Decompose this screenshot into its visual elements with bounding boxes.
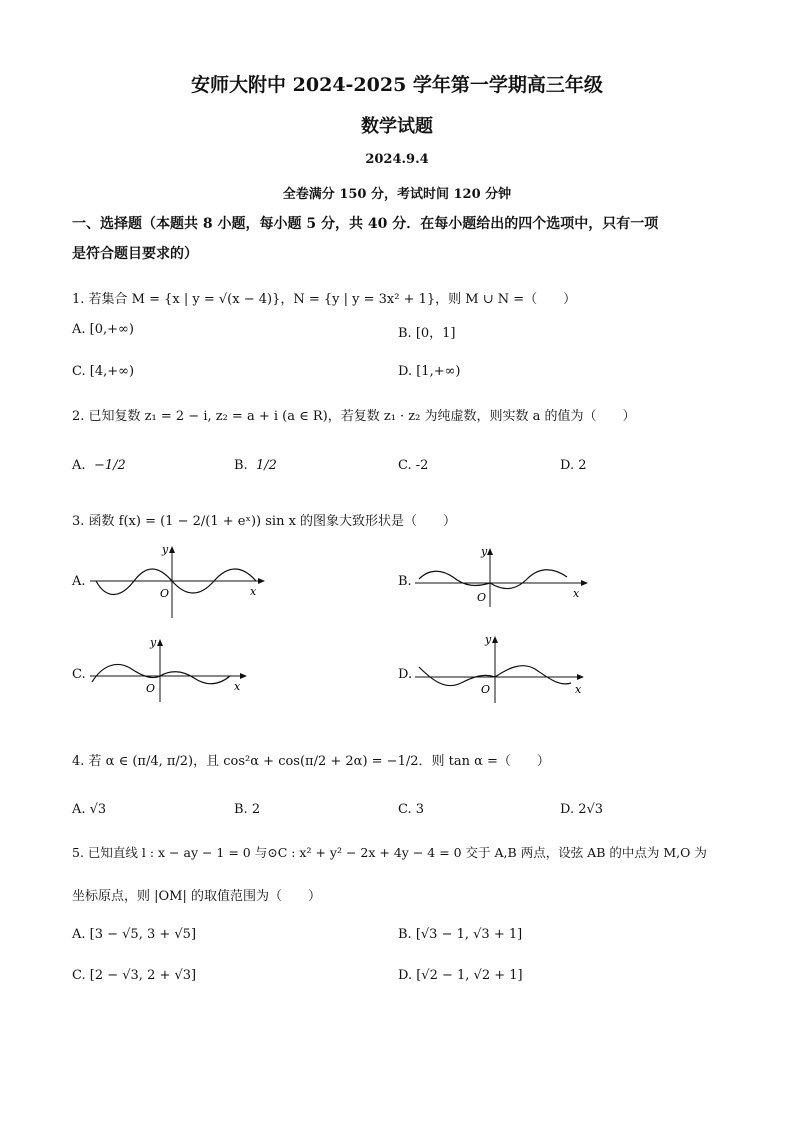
q3-option-d-label: D. <box>398 667 413 682</box>
q5-option-d: D. [√2 − 1, √2 + 1] <box>398 968 523 983</box>
exam-date: 2024.9.4 <box>365 152 429 167</box>
q4-option-c: C. 3 <box>398 802 425 817</box>
q1-option-d: D. [1,+∞) <box>398 364 461 379</box>
origin-label: O <box>160 587 170 600</box>
origin-label: O <box>481 683 491 696</box>
axis-y-label: y <box>485 633 492 646</box>
q2-option-a: −1/2 <box>94 458 126 473</box>
q3-option-a-label: A. <box>72 574 86 589</box>
q2-option-d: D. 2 <box>560 458 587 473</box>
q2-option-c: C. -2 <box>398 458 429 473</box>
axis-x-label: x <box>234 680 241 693</box>
q1-option-b: B. [0，1] <box>398 326 456 341</box>
question-2: 2. 已知复数 z₁ = 2 − i, z₂ = a + i (a ∈ R)，若复数 z₁ · z₂ 为纯虚数，则实数 a 的值为（ ） <box>72 409 636 424</box>
axis-y-label: y <box>162 543 169 556</box>
exam-subtitle: 数学试题 <box>361 116 433 137</box>
q2-option-b: 1/2 <box>256 458 277 473</box>
q4-option-b: B. 2 <box>234 802 261 817</box>
q2-option-b-label: B. <box>234 458 248 473</box>
q4-option-d: D. 2√3 <box>560 802 604 817</box>
section-heading-line1: 一、选择题（本题共 8 小题，每小题 5 分，共 40 分．在每小题给出的四个选项中，只有一项 <box>72 216 659 232</box>
q2-option-a-label: A. <box>72 458 86 473</box>
question-5-line2: 坐标原点，则 |OM| 的取值范围为（ ） <box>72 889 321 904</box>
q5-option-c: C. [2 − √3, 2 + √3] <box>72 968 197 983</box>
question-1: 1. 若集合 M = {x | y = √(x − 4)}，N = {y | y = 3x² + 1}，则 M ∪ N =（ ） <box>72 292 577 307</box>
q3-option-c-label: C. <box>72 667 86 682</box>
origin-label: O <box>477 591 487 604</box>
q5-option-b: B. [√3 − 1, √3 + 1] <box>398 927 523 942</box>
q3-graph-d <box>415 633 590 703</box>
exam-info: 全卷满分 150 分，考试时间 120 分钟 <box>282 187 512 202</box>
q1-option-a: A. [0,+∞) <box>72 322 134 337</box>
axis-x-label: x <box>575 683 582 696</box>
axis-y-label: y <box>150 636 157 649</box>
q5-option-a: A. [3 − √5, 3 + √5] <box>72 927 197 942</box>
question-3: 3. 函数 f(x) = (1 − 2/(1 + eˣ)) sin x 的图象大致形状是（ ） <box>72 514 457 529</box>
question-5-line1: 5. 已知直线 l : x − ay − 1 = 0 与⊙C : x² + y² − 2x + 4y − 4 = 0 交于 A,B 两点，设弦 AB 的中点为 M,O 为 <box>72 845 707 860</box>
q3-graph-c <box>90 636 250 702</box>
axis-x-label: x <box>573 587 580 600</box>
q3-graph-a <box>90 543 265 618</box>
exam-title: 安师大附中 2024-2025 学年第一学期高三年级 <box>191 74 603 96</box>
section-heading-line2: 是符合题目要求的） <box>72 246 198 262</box>
origin-label: O <box>146 682 156 695</box>
axis-x-label: x <box>250 585 257 598</box>
q4-option-a: A. √3 <box>72 802 107 817</box>
q3-graph-b <box>415 545 590 607</box>
question-4: 4. 若 α ∈ (π/4, π/2)，且 cos²α + cos(π/2 + 2α) = −1/2．则 tan α =（ ） <box>72 754 550 769</box>
axis-y-label: y <box>481 545 488 558</box>
q3-option-b-label: B. <box>398 574 412 589</box>
q1-option-c: C. [4,+∞) <box>72 364 135 379</box>
